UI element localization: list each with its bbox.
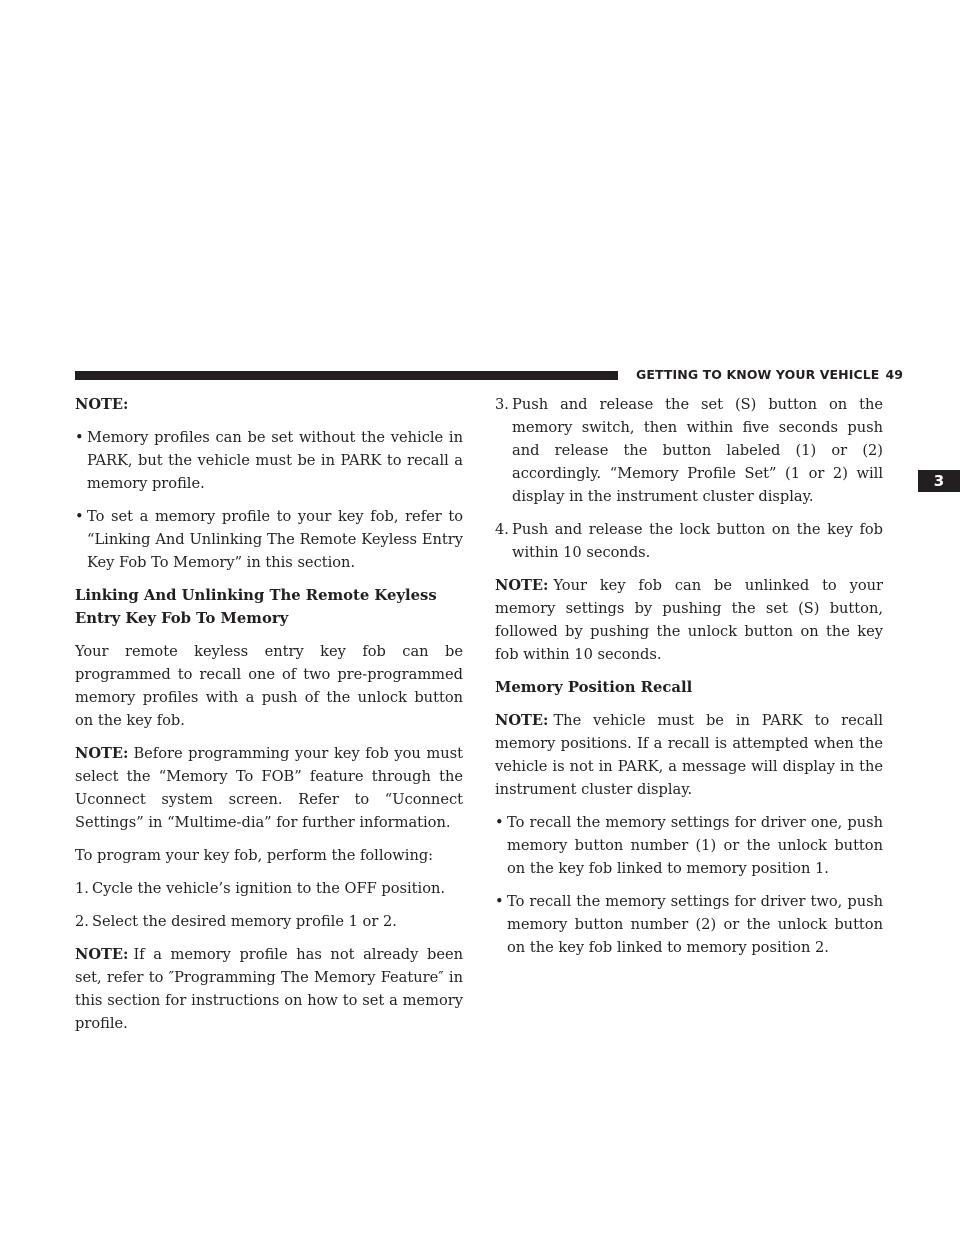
list-item xyxy=(75,426,463,495)
page-number: 49 xyxy=(885,367,904,382)
note-label: NOTE: xyxy=(75,745,129,762)
paragraph: Your remote keyless entry key fob can be programmed to recall one of two pre-programmed memory profiles with a push of the unlock button on the key fob. xyxy=(75,643,463,729)
header-title: GETTING TO KNOW YOUR VEHICLE xyxy=(636,367,880,382)
note-paragraph xyxy=(75,742,463,834)
bullet-mark: • xyxy=(75,508,84,525)
note-text: Your key fob can be unlinked to your memory settings by pushing the set (S) button, followed by pushing the unlock button on the key fob within 10 seconds. xyxy=(495,577,883,663)
list-item xyxy=(495,393,883,508)
note-text: The vehicle must be in PARK to recall memory positions. If a recall is attempted when the vehicle is not in PARK, a message will display in the instrument cluster display. xyxy=(495,712,883,798)
section-heading: Memory Position Recall xyxy=(495,679,693,696)
note-paragraph xyxy=(75,943,463,1035)
list-item-text: To set a memory profile to your key fob, refer to “Linking And Unlinking The Remote Keyless Entry Key Fob To Memory” in this section. xyxy=(87,508,463,571)
list-item-text: To recall the memory settings for driver two, push memory button number (2) or the unlock button on the key fob linked to memory position 2. xyxy=(507,893,883,956)
paragraph: To program your key fob, perform the following: xyxy=(75,847,434,864)
header-rule xyxy=(75,371,618,380)
list-item xyxy=(75,877,463,900)
bullet-mark: • xyxy=(75,429,84,446)
step-number: 4. xyxy=(495,521,509,538)
list-item xyxy=(495,890,883,959)
note-label: NOTE: xyxy=(75,946,129,963)
bullet-mark: • xyxy=(495,814,504,831)
step-number: 2. xyxy=(75,913,89,930)
note-text: Before programming your key fob you must select the “Memory To FOB” feature through the Uconnect system screen. Refer to “Uconnect Settings” in “Multime-dia” for further information. xyxy=(75,745,463,831)
list-item-text: Memory profiles can be set without the vehicle in PARK, but the vehicle must be in PARK to recall a memory profile. xyxy=(87,429,463,492)
chapter-tab: 3 xyxy=(918,470,960,492)
right-column xyxy=(495,393,883,969)
section-heading: Linking And Unlinking The Remote Keyless Entry Key Fob To Memory xyxy=(75,587,437,627)
list-item-text: To recall the memory settings for driver one, push memory button number (1) or the unlock button on the key fob linked to memory position 1. xyxy=(507,814,883,877)
step-number: 3. xyxy=(495,396,509,413)
bullet-mark: • xyxy=(495,893,504,910)
note-label: NOTE: xyxy=(75,396,129,413)
note-text: If a memory profile has not already been set, refer to ″Programming The Memory Feature″ in this section for instructions on how to set a memory profile. xyxy=(75,946,463,1032)
running-header xyxy=(636,366,904,384)
step-number: 1. xyxy=(75,880,89,897)
list-item xyxy=(75,910,463,933)
note-label: NOTE: xyxy=(495,577,549,594)
step-text: Push and release the lock button on the key fob within 10 seconds. xyxy=(512,521,883,561)
note-label: NOTE: xyxy=(495,712,549,729)
note-paragraph xyxy=(495,709,883,801)
step-text: Select the desired memory profile 1 or 2. xyxy=(92,913,397,930)
list-item xyxy=(495,811,883,880)
step-text: Push and release the set (S) button on the memory switch, then within five seconds push and release the button labeled (1) or (2) accordingly. “Memory Profile Set” (1 or 2) will display in the instrument cluster display. xyxy=(512,396,883,505)
note-paragraph xyxy=(495,574,883,666)
left-column xyxy=(75,393,463,1045)
list-item xyxy=(75,505,463,574)
list-item xyxy=(495,518,883,564)
step-text: Cycle the vehicle’s ignition to the OFF position. xyxy=(92,880,446,897)
